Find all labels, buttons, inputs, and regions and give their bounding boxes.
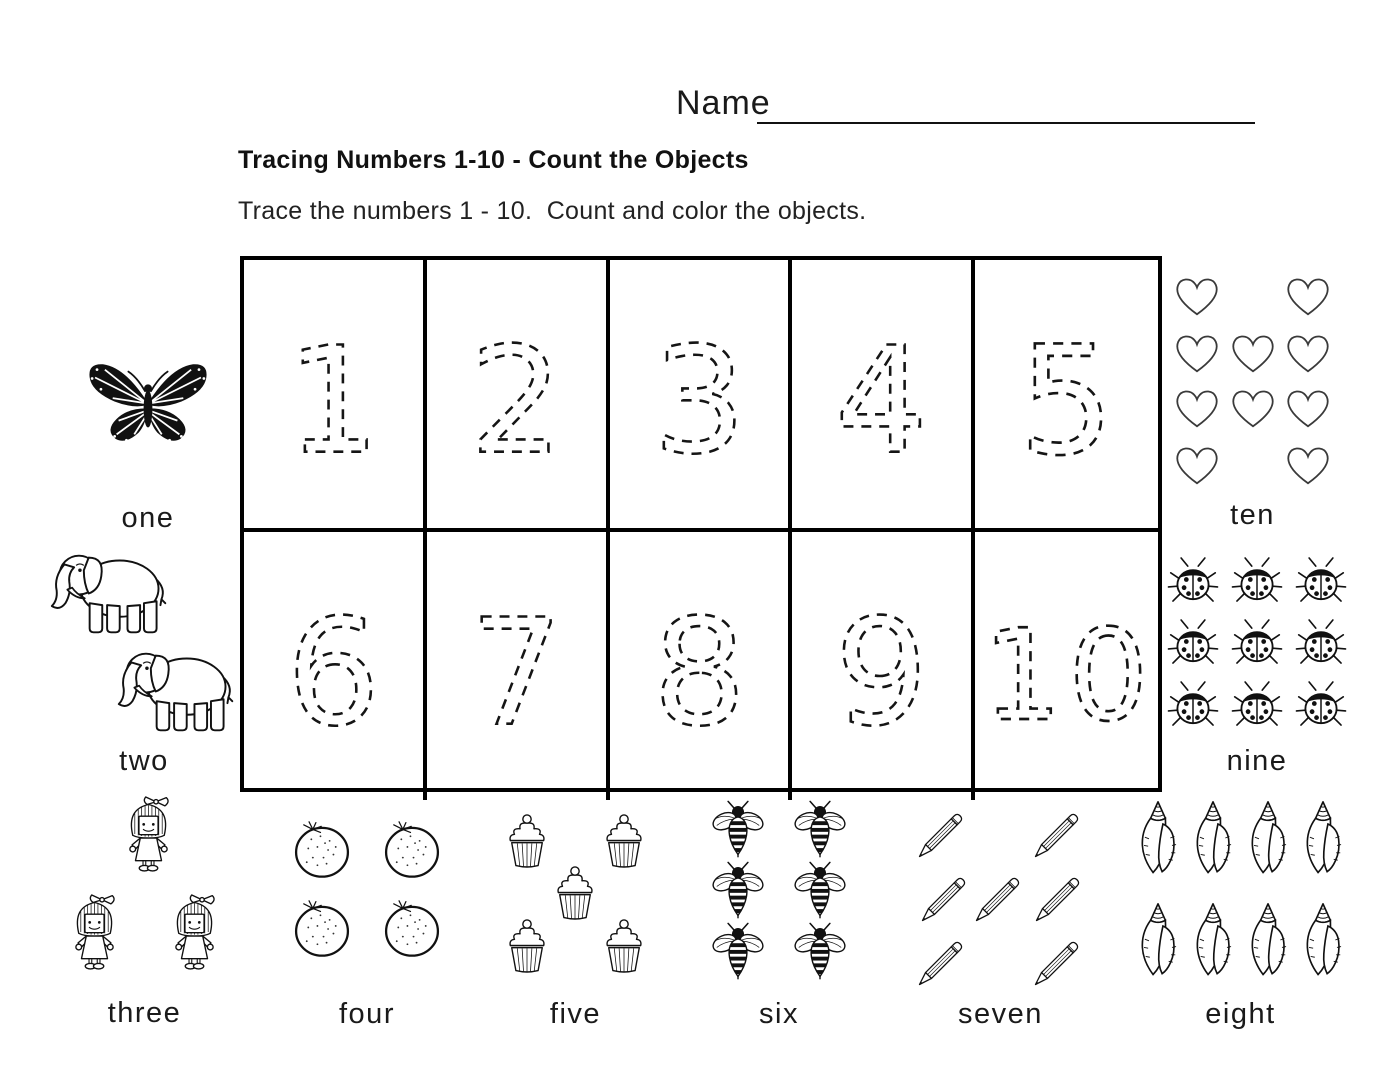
- orange-icons: [290, 818, 444, 961]
- count-label-ten: ten: [1230, 499, 1275, 531]
- ladybug-icon: [1167, 553, 1219, 609]
- bee-icons: [708, 800, 850, 980]
- cupcake-icon: [550, 864, 600, 924]
- shell-icon: [1245, 900, 1291, 980]
- trace-cell-6: [244, 532, 427, 800]
- cupcake-icon: [599, 812, 649, 872]
- heart-icon: [1283, 330, 1333, 375]
- bee-icon: [790, 861, 850, 919]
- dashed-number-7: 7: [469, 587, 563, 759]
- heart-icon: [1283, 273, 1333, 318]
- trace-cell-9: [792, 532, 975, 800]
- instructions-text: Trace the numbers 1 - 10. Count and color the objects.: [238, 197, 867, 225]
- pencil-icon: [918, 867, 972, 929]
- cupcake-icon: [599, 917, 649, 977]
- pencil-icons: [915, 803, 1086, 993]
- pencil-icon: [1032, 867, 1086, 929]
- ladybug-icon: [1295, 677, 1347, 733]
- trace-cell-10: [975, 532, 1158, 800]
- count-group-ten: [1172, 273, 1333, 531]
- count-label-three: three: [107, 997, 182, 1029]
- heart-icon: [1283, 385, 1333, 430]
- shell-icon: [1135, 900, 1181, 980]
- doll-icon: [117, 787, 180, 885]
- page-title: Tracing Numbers 1-10 - Count the Objects: [238, 146, 749, 174]
- shell-icon: [1190, 798, 1236, 878]
- trace-cell-3: [610, 260, 793, 532]
- cupcake-icon: [502, 812, 552, 872]
- pencil-icon: [972, 867, 1026, 929]
- elephant-icon: [48, 545, 173, 642]
- count-label-nine: nine: [1226, 745, 1288, 777]
- dashed-number-2: 2: [469, 315, 563, 487]
- bee-icon: [708, 922, 768, 980]
- ladybug-icon: [1167, 677, 1219, 733]
- cupcake-icon: [502, 917, 552, 977]
- trace-cell-1: [244, 260, 427, 532]
- heart-icon: [1172, 273, 1222, 318]
- count-group-six: [708, 800, 850, 1030]
- trace-cell-4: [792, 260, 975, 532]
- ladybug-icon: [1295, 553, 1347, 609]
- heart-icon: [1172, 442, 1222, 487]
- count-label-eight: eight: [1205, 998, 1276, 1030]
- shell-icon: [1190, 900, 1236, 980]
- trace-cell-7: [427, 532, 610, 800]
- dashed-number-5: 5: [1018, 313, 1115, 489]
- trace-cell-2: [427, 260, 610, 532]
- name-underline: [757, 122, 1255, 124]
- bee-icon: [790, 800, 850, 858]
- doll-icons: [63, 787, 226, 983]
- count-label-one: one: [121, 502, 175, 534]
- orange-icon: [290, 818, 354, 882]
- dashed-number-1: 1: [286, 315, 381, 487]
- heart-icon: [1283, 442, 1333, 487]
- dashed-number-8: 8: [652, 587, 746, 759]
- pencil-icon: [1031, 803, 1085, 865]
- count-group-nine: [1167, 553, 1347, 777]
- heart-icon: [1172, 330, 1222, 375]
- pencil-icon: [915, 931, 969, 993]
- ladybug-icons: [1167, 553, 1347, 733]
- heart-icons: [1172, 273, 1333, 487]
- orange-icon: [380, 818, 444, 882]
- count-label-two: two: [119, 745, 169, 777]
- ladybug-icon: [1231, 677, 1283, 733]
- doll-icon: [163, 885, 226, 983]
- butterfly-icons: [83, 352, 213, 452]
- pencil-icon: [915, 803, 969, 865]
- name-row: [676, 84, 771, 123]
- shell-icon: [1135, 798, 1181, 878]
- dashed-number-6: 6: [286, 587, 381, 759]
- dashed-number-4: 4: [835, 315, 929, 487]
- butterfly-icon: [83, 352, 213, 452]
- shell-icon: [1245, 798, 1291, 878]
- orange-icon: [380, 897, 444, 961]
- count-label-five: five: [549, 998, 602, 1030]
- heart-icon: [1228, 385, 1278, 430]
- bee-icon: [708, 800, 768, 858]
- count-group-three: [63, 787, 226, 1029]
- bee-icon: [790, 922, 850, 980]
- elephant-icons: [48, 545, 240, 740]
- shell-icons: [1135, 798, 1346, 980]
- count-label-seven: seven: [958, 998, 1043, 1030]
- heart-icon: [1228, 330, 1278, 375]
- count-group-eight: [1135, 798, 1346, 1030]
- ladybug-icon: [1231, 553, 1283, 609]
- ladybug-icon: [1231, 615, 1283, 671]
- bee-icon: [708, 861, 768, 919]
- dashed-number-9: 9: [835, 587, 929, 759]
- cupcake-icons: [502, 812, 649, 977]
- pencil-icon: [1031, 931, 1085, 993]
- shell-icon: [1300, 900, 1346, 980]
- trace-grid: [240, 256, 1162, 792]
- trace-cell-8: [610, 532, 793, 800]
- elephant-icon: [115, 643, 240, 740]
- dashed-number-10: 10: [982, 602, 1155, 749]
- heart-icon: [1172, 385, 1222, 430]
- ladybug-icon: [1295, 615, 1347, 671]
- count-group-two: [48, 545, 240, 777]
- count-group-one: [83, 352, 213, 534]
- count-group-five: [502, 812, 649, 1030]
- dashed-number-3: 3: [652, 315, 746, 487]
- count-label-four: four: [339, 998, 395, 1030]
- shell-icon: [1300, 798, 1346, 878]
- doll-icon: [63, 885, 126, 983]
- name-label: Name: [676, 84, 771, 122]
- orange-icon: [290, 897, 354, 961]
- count-group-seven: [915, 803, 1086, 1030]
- count-group-four: [290, 818, 444, 1030]
- count-label-six: six: [759, 998, 799, 1030]
- trace-cell-5: [975, 260, 1158, 532]
- ladybug-icon: [1167, 615, 1219, 671]
